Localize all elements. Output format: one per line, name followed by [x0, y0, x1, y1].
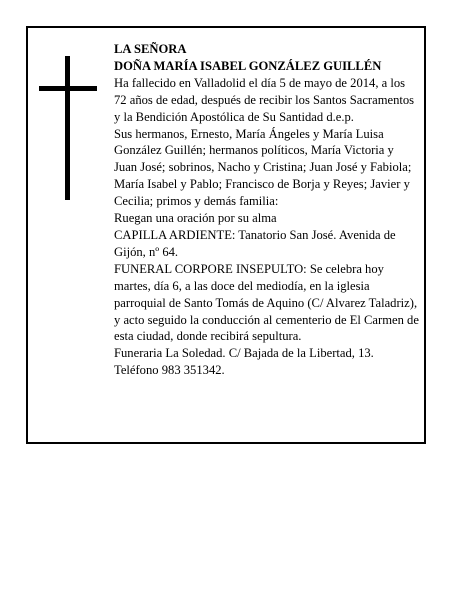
cross-icon: [39, 56, 97, 200]
death-announcement: Ha fallecido en Valladolid el día 5 de mayo de 2014, a los 72 años de edad, después de recibir los Santos Sacramentos y la Bendición Apostólica de Su Santidad d.e.p.: [114, 75, 415, 124]
family-list: Sus hermanos, Ernesto, María Ángeles y María Luisa González Guillén; hermanos políticos, María Victoria y Juan José; sobrinos, Nacho y Cristina; Juan José y Fabiola; María Isabel y Pablo; Francisco de Borja y Reyes; Javier y Cecilia; primos y demás familia:: [114, 126, 412, 209]
cross-vertical-bar: [65, 56, 70, 200]
notice-content: [114, 41, 420, 379]
notice-title: LA SEÑORA: [114, 42, 187, 56]
obituary-notice: [26, 26, 426, 444]
cross-horizontal-bar: [39, 86, 97, 91]
wake-info: CAPILLA ARDIENTE: Tanatorio San José. Avenida de Gijón, nº 64.: [114, 227, 396, 259]
deceased-name: DOÑA MARÍA ISABEL GONZÁLEZ GUILLÉN: [114, 58, 382, 73]
prayer-request: Ruegan una oración por su alma: [114, 211, 277, 226]
funeral-home-info: Funeraria La Soledad. C/ Bajada de la Libertad, 13. Teléfono 983 351342.: [114, 346, 374, 378]
funeral-info: FUNERAL CORPORE INSEPULTO: Se celebra hoy martes, día 6, a las doce del mediodía, en la iglesia parroquial de Santo Tomás de Aquino (C/ Alvarez Taladriz), y acto seguido la conducción al cementerio de El Carmen de esta ciudad, donde recibirá sepultura.: [114, 261, 419, 344]
